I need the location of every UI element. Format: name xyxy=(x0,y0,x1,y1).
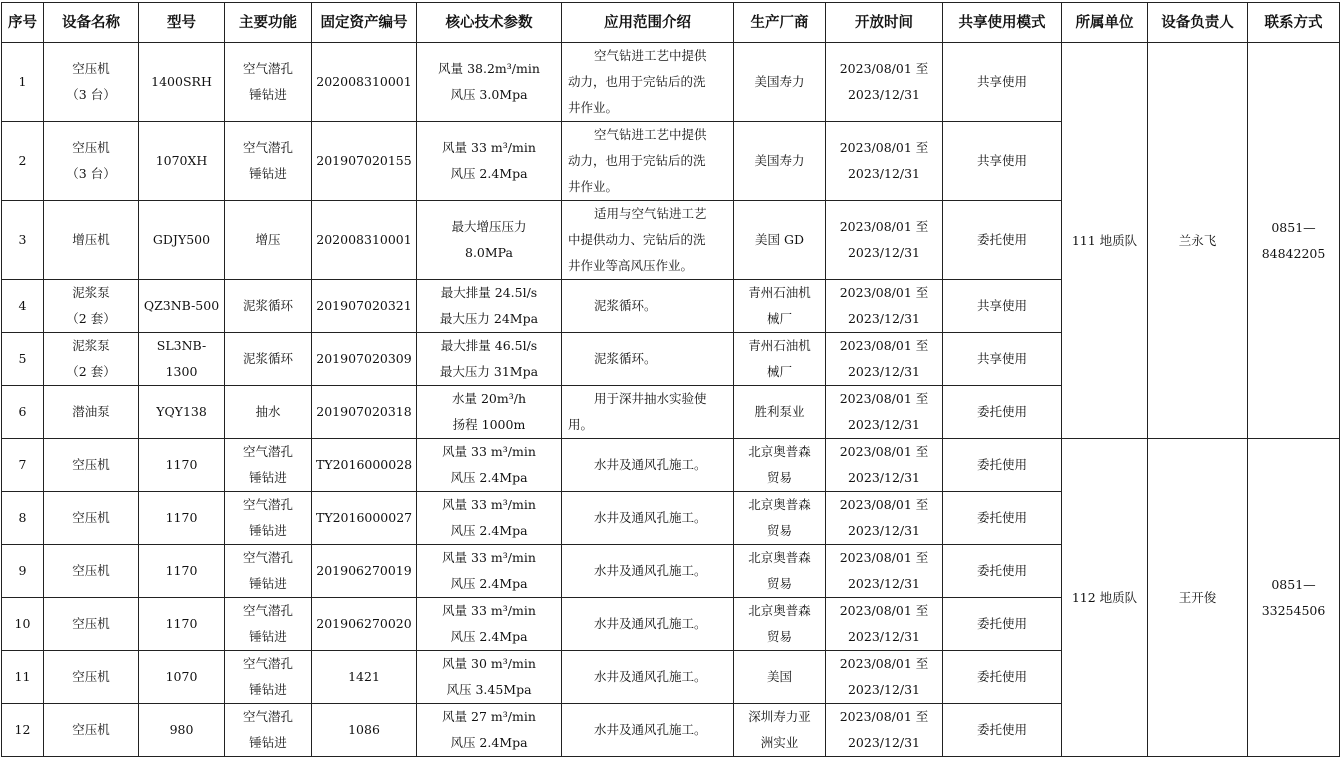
cell-application-line: 空气钻进工艺中提供 xyxy=(594,48,707,63)
cell-function-line: 空气潜孔 xyxy=(242,603,293,618)
cell-no: 7 xyxy=(2,439,44,492)
cell-asset: 201906270020 xyxy=(312,598,417,651)
cell-name-line: 空压机 xyxy=(72,616,110,631)
cell-params-line: 风压 3.45Mpa xyxy=(446,682,532,697)
cell-time xyxy=(826,386,943,439)
cell-application xyxy=(562,122,734,201)
cell-application xyxy=(562,651,734,704)
cell-maker-line: 深圳寿力亚 xyxy=(748,709,811,724)
cell-params xyxy=(417,122,562,201)
cell-params-line: 最大压力 24Mpa xyxy=(439,311,539,326)
header-owner: 设备负责人 xyxy=(1148,3,1248,43)
cell-mode: 共享使用 xyxy=(943,280,1062,333)
cell-name xyxy=(44,492,139,545)
cell-function xyxy=(225,280,312,333)
cell-model: 1070XH xyxy=(139,122,225,201)
cell-time-line: 2023/12/31 xyxy=(847,364,921,379)
cell-maker-line: 胜利泵业 xyxy=(754,404,805,419)
cell-time-line: 2023/08/01 至 xyxy=(839,338,929,353)
cell-time-line: 2023/12/31 xyxy=(847,629,921,644)
cell-mode: 共享使用 xyxy=(943,122,1062,201)
cell-no: 5 xyxy=(2,333,44,386)
cell-owner: 王开俊 xyxy=(1148,439,1248,757)
cell-application xyxy=(562,280,734,333)
cell-name-line: （3 台） xyxy=(66,166,116,181)
cell-maker xyxy=(734,122,826,201)
cell-maker-line: 北京奥普森 xyxy=(748,550,811,565)
cell-time-line: 2023/08/01 至 xyxy=(839,709,929,724)
cell-params-line: 风压 2.4Mpa xyxy=(450,735,528,750)
cell-params xyxy=(417,280,562,333)
cell-mode: 委托使用 xyxy=(943,545,1062,598)
cell-params-line: 8.0MPa xyxy=(465,245,513,260)
cell-maker-line: 北京奥普森 xyxy=(748,497,811,512)
cell-name-line: 空压机 xyxy=(72,140,110,155)
cell-maker xyxy=(734,386,826,439)
cell-params-line: 风量 38.2m³/min xyxy=(438,61,540,76)
cell-time-line: 2023/12/31 xyxy=(847,417,921,432)
cell-params-line: 风量 27 m³/min xyxy=(442,709,536,724)
cell-params xyxy=(417,492,562,545)
cell-application-line: 用。 xyxy=(568,417,594,432)
cell-name-line: 空压机 xyxy=(72,669,110,684)
cell-function-line: 空气潜孔 xyxy=(242,550,293,565)
cell-time-line: 2023/12/31 xyxy=(847,166,921,181)
cell-asset: 202008310001 xyxy=(312,43,417,122)
header-unit: 所属单位 xyxy=(1062,3,1148,43)
cell-function-line: 锤钻进 xyxy=(249,87,287,102)
cell-time-line: 2023/08/01 至 xyxy=(839,550,929,565)
table-body xyxy=(2,43,1340,757)
cell-params-line: 风压 3.0Mpa xyxy=(450,87,528,102)
cell-maker-line: 贸易 xyxy=(766,629,792,644)
cell-maker xyxy=(734,492,826,545)
cell-no: 3 xyxy=(2,201,44,280)
cell-function-line: 泥浆循环 xyxy=(242,298,293,313)
cell-function xyxy=(225,492,312,545)
cell-contact-line: 33254506 xyxy=(1261,602,1326,618)
cell-asset: 1086 xyxy=(312,704,417,757)
cell-params-line: 风压 2.4Mpa xyxy=(450,523,528,538)
header-contact: 联系方式 xyxy=(1248,3,1340,43)
cell-model: 1070 xyxy=(139,651,225,704)
table-row xyxy=(2,43,1340,122)
cell-name xyxy=(44,545,139,598)
cell-model: 1170 xyxy=(139,598,225,651)
cell-model: 980 xyxy=(139,704,225,757)
cell-function-line: 锤钻进 xyxy=(249,523,287,538)
cell-function-line: 抽水 xyxy=(255,404,281,419)
cell-function xyxy=(225,201,312,280)
cell-time xyxy=(826,545,943,598)
cell-application xyxy=(562,598,734,651)
cell-maker-line: 青州石油机 xyxy=(748,285,811,300)
cell-maker xyxy=(734,439,826,492)
cell-application xyxy=(562,386,734,439)
cell-name xyxy=(44,386,139,439)
cell-function xyxy=(225,704,312,757)
cell-asset: 201906270019 xyxy=(312,545,417,598)
cell-name xyxy=(44,122,139,201)
cell-mode: 共享使用 xyxy=(943,333,1062,386)
header-no: 序号 xyxy=(2,3,44,43)
cell-application-line: 水井及通风孔施工。 xyxy=(594,510,707,525)
table-row xyxy=(2,439,1340,492)
cell-maker xyxy=(734,280,826,333)
cell-maker-line: 洲实业 xyxy=(760,735,799,750)
cell-params xyxy=(417,386,562,439)
cell-application-line: 水井及通风孔施工。 xyxy=(594,669,707,684)
cell-time xyxy=(826,43,943,122)
cell-application xyxy=(562,201,734,280)
cell-function-line: 锤钻进 xyxy=(249,629,287,644)
cell-params xyxy=(417,439,562,492)
header-asset: 固定资产编号 xyxy=(312,3,417,43)
cell-params-line: 最大排量 46.5l/s xyxy=(440,338,538,353)
cell-name xyxy=(44,333,139,386)
cell-function xyxy=(225,598,312,651)
cell-name xyxy=(44,43,139,122)
cell-maker-line: 贸易 xyxy=(766,523,792,538)
cell-no: 8 xyxy=(2,492,44,545)
cell-params xyxy=(417,704,562,757)
cell-contact-line: 0851— xyxy=(1271,219,1316,235)
header-params: 核心技术参数 xyxy=(417,3,562,43)
cell-function-line: 空气潜孔 xyxy=(242,140,293,155)
cell-function xyxy=(225,333,312,386)
cell-maker-line: 贸易 xyxy=(766,470,792,485)
cell-application-line: 中提供动力、完钻后的洗 xyxy=(568,232,706,247)
cell-application-line: 空气钻进工艺中提供 xyxy=(594,127,707,142)
cell-application-line: 水井及通风孔施工。 xyxy=(594,563,707,578)
cell-application xyxy=(562,492,734,545)
cell-name-line: 空压机 xyxy=(72,722,110,737)
cell-name-line: 潜油泵 xyxy=(72,404,110,419)
cell-maker xyxy=(734,43,826,122)
cell-maker xyxy=(734,598,826,651)
cell-name xyxy=(44,651,139,704)
cell-maker-line: 美国 GD xyxy=(755,232,804,247)
cell-contact-line: 84842205 xyxy=(1261,245,1326,261)
cell-owner: 兰永飞 xyxy=(1148,43,1248,439)
cell-maker xyxy=(734,545,826,598)
cell-function-line: 锤钻进 xyxy=(249,576,287,591)
cell-application xyxy=(562,439,734,492)
cell-maker xyxy=(734,333,826,386)
header-row xyxy=(2,3,1340,43)
cell-time xyxy=(826,280,943,333)
cell-params xyxy=(417,651,562,704)
cell-time-line: 2023/12/31 xyxy=(847,470,921,485)
cell-name-line: 空压机 xyxy=(72,61,110,76)
cell-params xyxy=(417,545,562,598)
cell-time-line: 2023/08/01 至 xyxy=(839,391,929,406)
equipment-table xyxy=(1,2,1340,757)
cell-no: 6 xyxy=(2,386,44,439)
cell-function-line: 锤钻进 xyxy=(249,735,287,750)
cell-model: 1400SRH xyxy=(139,43,225,122)
cell-mode: 委托使用 xyxy=(943,201,1062,280)
header-function: 主要功能 xyxy=(225,3,312,43)
cell-function xyxy=(225,545,312,598)
header-time: 开放时间 xyxy=(826,3,943,43)
cell-application-line: 动力，也用于完钻后的洗 xyxy=(568,153,706,168)
cell-params xyxy=(417,598,562,651)
cell-model: YQY138 xyxy=(139,386,225,439)
cell-function-line: 空气潜孔 xyxy=(242,656,293,671)
cell-unit: 111 地质队 xyxy=(1062,43,1148,439)
cell-application xyxy=(562,333,734,386)
cell-name xyxy=(44,598,139,651)
cell-params-line: 扬程 1000m xyxy=(452,417,526,432)
cell-maker-line: 贸易 xyxy=(766,576,792,591)
cell-application-line: 井作业。 xyxy=(568,179,619,194)
cell-params-line: 风压 2.4Mpa xyxy=(450,576,528,591)
cell-name-line: 空压机 xyxy=(72,510,110,525)
cell-no: 10 xyxy=(2,598,44,651)
cell-maker-line: 北京奥普森 xyxy=(748,444,811,459)
cell-params-line: 风量 33 m³/min xyxy=(442,444,536,459)
cell-maker-line: 美国寿力 xyxy=(754,74,805,89)
cell-function-line: 空气潜孔 xyxy=(242,497,293,512)
cell-params-line: 最大压力 31Mpa xyxy=(439,364,539,379)
cell-application-line: 用于深井抽水实验使 xyxy=(594,391,707,406)
header-maker: 生产厂商 xyxy=(734,3,826,43)
cell-params-line: 最大增压压力 xyxy=(451,219,527,234)
cell-application-line: 泥浆循环。 xyxy=(594,298,657,313)
header-model: 型号 xyxy=(139,3,225,43)
cell-time-line: 2023/12/31 xyxy=(847,523,921,538)
cell-name xyxy=(44,201,139,280)
cell-time-line: 2023/08/01 至 xyxy=(839,285,929,300)
cell-params-line: 风量 30 m³/min xyxy=(442,656,536,671)
cell-time-line: 2023/08/01 至 xyxy=(839,444,929,459)
cell-time-line: 2023/12/31 xyxy=(847,311,921,326)
cell-params xyxy=(417,201,562,280)
cell-function-line: 空气潜孔 xyxy=(242,61,293,76)
cell-function-line: 锤钻进 xyxy=(249,166,287,181)
cell-mode: 委托使用 xyxy=(943,704,1062,757)
cell-time xyxy=(826,598,943,651)
cell-time-line: 2023/08/01 至 xyxy=(839,140,929,155)
cell-asset: 201907020318 xyxy=(312,386,417,439)
cell-function xyxy=(225,122,312,201)
cell-asset: 201907020321 xyxy=(312,280,417,333)
cell-application xyxy=(562,704,734,757)
cell-time-line: 2023/08/01 至 xyxy=(839,61,929,76)
cell-maker-line: 北京奥普森 xyxy=(748,603,811,618)
cell-function-line: 空气潜孔 xyxy=(242,444,293,459)
cell-name xyxy=(44,280,139,333)
cell-function-line: 锤钻进 xyxy=(249,470,287,485)
cell-mode: 共享使用 xyxy=(943,43,1062,122)
cell-params-line: 风量 33 m³/min xyxy=(442,603,536,618)
cell-function xyxy=(225,651,312,704)
cell-application-line: 水井及通风孔施工。 xyxy=(594,722,707,737)
cell-params-line: 风量 33 m³/min xyxy=(442,140,536,155)
cell-no: 2 xyxy=(2,122,44,201)
cell-params-line: 最大排量 24.5l/s xyxy=(440,285,538,300)
cell-time-line: 2023/08/01 至 xyxy=(839,603,929,618)
cell-maker xyxy=(734,704,826,757)
cell-name-line: （3 台） xyxy=(66,87,116,102)
cell-asset: 202008310001 xyxy=(312,201,417,280)
cell-function-line: 增压 xyxy=(255,232,281,247)
cell-name-line: 泥浆泵 xyxy=(72,285,110,300)
cell-function xyxy=(225,43,312,122)
cell-no: 11 xyxy=(2,651,44,704)
cell-contact xyxy=(1248,43,1340,439)
cell-params-line: 风压 2.4Mpa xyxy=(450,629,528,644)
header-name: 设备名称 xyxy=(44,3,139,43)
cell-name-line: 增压机 xyxy=(72,232,110,247)
cell-no: 12 xyxy=(2,704,44,757)
cell-model: SL3NB-1300 xyxy=(139,333,225,386)
cell-application-line: 适用与空气钻进工艺 xyxy=(594,206,707,221)
cell-maker-line: 械厂 xyxy=(766,364,792,379)
cell-application xyxy=(562,545,734,598)
cell-contact xyxy=(1248,439,1340,757)
cell-function xyxy=(225,386,312,439)
cell-no: 1 xyxy=(2,43,44,122)
cell-time xyxy=(826,704,943,757)
cell-time xyxy=(826,122,943,201)
cell-time-line: 2023/12/31 xyxy=(847,87,921,102)
cell-name-line: 空压机 xyxy=(72,457,110,472)
cell-model: QZ3NB-500 xyxy=(139,280,225,333)
cell-function xyxy=(225,439,312,492)
cell-time-line: 2023/12/31 xyxy=(847,682,921,697)
cell-params xyxy=(417,43,562,122)
cell-name-line: （2 套） xyxy=(66,311,116,326)
cell-application-line: 水井及通风孔施工。 xyxy=(594,457,707,472)
cell-mode: 委托使用 xyxy=(943,386,1062,439)
cell-params-line: 风量 33 m³/min xyxy=(442,497,536,512)
cell-time-line: 2023/08/01 至 xyxy=(839,656,929,671)
cell-model: 1170 xyxy=(139,545,225,598)
cell-name xyxy=(44,704,139,757)
cell-params-line: 风量 33 m³/min xyxy=(442,550,536,565)
cell-name-line: 空压机 xyxy=(72,563,110,578)
cell-params xyxy=(417,333,562,386)
cell-time-line: 2023/12/31 xyxy=(847,245,921,260)
cell-model: GDJY500 xyxy=(139,201,225,280)
cell-mode: 委托使用 xyxy=(943,492,1062,545)
cell-application-line: 动力，也用于完钻后的洗 xyxy=(568,74,706,89)
cell-model: 1170 xyxy=(139,439,225,492)
cell-function-line: 锤钻进 xyxy=(249,682,287,697)
cell-model: 1170 xyxy=(139,492,225,545)
cell-no: 9 xyxy=(2,545,44,598)
cell-mode: 委托使用 xyxy=(943,439,1062,492)
cell-application xyxy=(562,43,734,122)
cell-unit: 112 地质队 xyxy=(1062,439,1148,757)
cell-maker-line: 械厂 xyxy=(766,311,792,326)
cell-no: 4 xyxy=(2,280,44,333)
cell-params-line: 风压 2.4Mpa xyxy=(450,166,528,181)
cell-time-line: 2023/08/01 至 xyxy=(839,219,929,234)
cell-function-line: 泥浆循环 xyxy=(242,351,293,366)
cell-maker xyxy=(734,201,826,280)
cell-name xyxy=(44,439,139,492)
cell-asset: 201907020309 xyxy=(312,333,417,386)
cell-params-line: 风压 2.4Mpa xyxy=(450,470,528,485)
cell-time xyxy=(826,439,943,492)
cell-application-line: 井作业。 xyxy=(568,100,619,115)
cell-name-line: （2 套） xyxy=(66,364,116,379)
cell-asset: TY2016000027 xyxy=(312,492,417,545)
cell-maker-line: 美国 xyxy=(766,669,792,684)
cell-asset: 1421 xyxy=(312,651,417,704)
cell-function-line: 空气潜孔 xyxy=(242,709,293,724)
header-mode: 共享使用模式 xyxy=(943,3,1062,43)
cell-params-line: 水量 20m³/h xyxy=(451,391,526,406)
cell-time-line: 2023/12/31 xyxy=(847,735,921,750)
cell-time-line: 2023/12/31 xyxy=(847,576,921,591)
cell-application-line: 泥浆循环。 xyxy=(594,351,657,366)
cell-mode: 委托使用 xyxy=(943,651,1062,704)
cell-maker xyxy=(734,651,826,704)
cell-time xyxy=(826,201,943,280)
header-application: 应用范围介绍 xyxy=(562,3,734,43)
cell-maker-line: 青州石油机 xyxy=(748,338,811,353)
cell-application-line: 水井及通风孔施工。 xyxy=(594,616,707,631)
cell-name-line: 泥浆泵 xyxy=(72,338,110,353)
cell-mode: 委托使用 xyxy=(943,598,1062,651)
cell-time xyxy=(826,333,943,386)
cell-asset: 201907020155 xyxy=(312,122,417,201)
cell-contact-line: 0851— xyxy=(1271,576,1316,592)
cell-time-line: 2023/08/01 至 xyxy=(839,497,929,512)
cell-asset: TY2016000028 xyxy=(312,439,417,492)
cell-maker-line: 美国寿力 xyxy=(754,153,805,168)
cell-time xyxy=(826,492,943,545)
cell-time xyxy=(826,651,943,704)
cell-application-line: 井作业等高风压作业。 xyxy=(568,258,694,273)
